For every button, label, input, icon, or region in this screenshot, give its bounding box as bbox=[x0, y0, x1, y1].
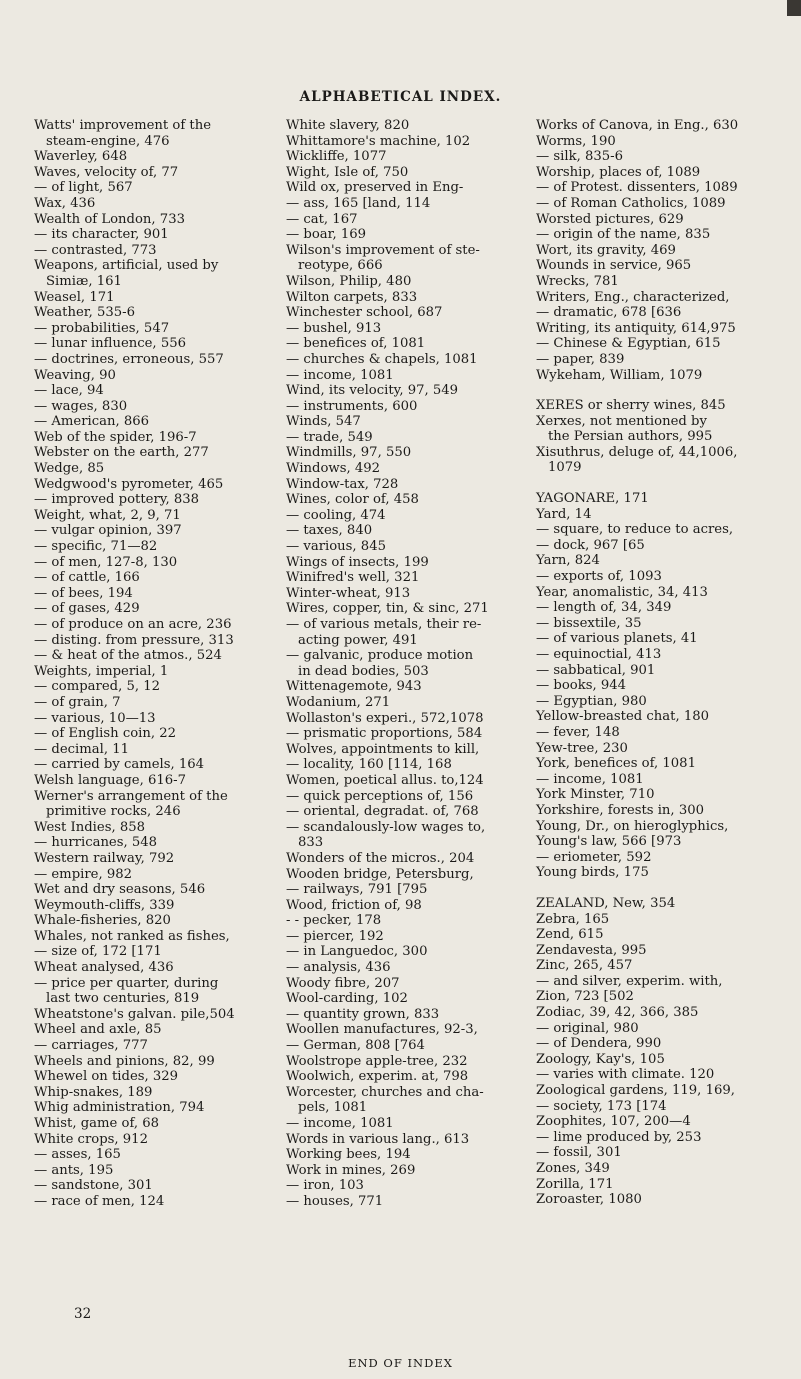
index-entry: Yard, 14 bbox=[536, 506, 592, 522]
index-entry: primitive rocks, 246 bbox=[46, 804, 181, 820]
index-entry: Wool-carding, 102 bbox=[286, 991, 408, 1007]
index-entry: — of gases, 429 bbox=[34, 601, 140, 617]
index-entry: Wilton carpets, 833 bbox=[286, 289, 418, 305]
index-entry: — race of men, 124 bbox=[34, 1193, 165, 1209]
index-entry: Wet and dry seasons, 546 bbox=[34, 882, 206, 898]
index-entry: Wheatstone's galvan. pile,504 bbox=[34, 1006, 235, 1022]
index-entry: Young birds, 175 bbox=[536, 865, 649, 881]
index-entry: — bushel, 913 bbox=[286, 320, 382, 336]
index-entry: — exports of, 1093 bbox=[536, 569, 662, 585]
index-entry: Wood, friction of, 98 bbox=[286, 897, 422, 913]
end-of-index-footer: END OF INDEX bbox=[348, 1356, 453, 1370]
index-entry: — galvanic, produce motion bbox=[286, 648, 474, 664]
index-entry: — fever, 148 bbox=[536, 724, 620, 740]
index-entry: Woolstrope apple-tree, 232 bbox=[286, 1053, 468, 1069]
index-entry: Zebra, 165 bbox=[536, 911, 610, 927]
index-entry: Wheat analysed, 436 bbox=[34, 960, 174, 976]
index-entry: — square, to reduce to acres, bbox=[536, 522, 734, 538]
index-entry: — varies with climate. 120 bbox=[536, 1067, 715, 1083]
index-entry: Zorilla, 171 bbox=[536, 1176, 614, 1192]
index-entry: Zoological gardens, 119, 169, bbox=[536, 1083, 735, 1099]
index-entry: Worms, 190 bbox=[536, 133, 616, 149]
index-entry: Wort, its gravity, 469 bbox=[536, 242, 676, 258]
index-entry: — of Protest. dissenters, 1089 bbox=[536, 180, 738, 196]
index-entry: Zoroaster, 1080 bbox=[536, 1192, 642, 1208]
index-entry: York, benefices of, 1081 bbox=[536, 756, 696, 772]
index-entry: Worship, places of, 1089 bbox=[536, 164, 701, 180]
index-entry: — in Languedoc, 300 bbox=[286, 944, 428, 960]
index-entry: — iron, 103 bbox=[286, 1178, 364, 1194]
index-entry: — of produce on an acre, 236 bbox=[34, 617, 232, 632]
index-entry: Simiæ, 161 bbox=[46, 273, 122, 289]
index-entry: Weasel, 171 bbox=[34, 289, 115, 305]
index-entry: — of bees, 194 bbox=[34, 585, 133, 601]
index-entry: Wedgwood's pyrometer, 465 bbox=[34, 476, 224, 492]
index-entry: — cooling, 474 bbox=[286, 507, 386, 523]
index-entry: — vulgar opinion, 397 bbox=[34, 523, 182, 539]
index-entry: Wires, copper, tin, & sinc, 271 bbox=[286, 601, 489, 617]
index-entry: Weight, what, 2, 9, 71 bbox=[34, 507, 181, 523]
index-entry: — specific, 71—82 bbox=[34, 539, 158, 555]
index-entry: — analysis, 436 bbox=[286, 960, 391, 976]
index-entry: — of various planets, 41 bbox=[536, 631, 698, 647]
index-entry: ZEALAND, New, 354 bbox=[536, 895, 676, 911]
index-entry: — trade, 549 bbox=[286, 429, 373, 445]
index-entry: — quick perceptions of, 156 bbox=[286, 788, 474, 804]
index-entry: — and silver, experim. with, bbox=[536, 973, 723, 989]
index-entry: Wings of insects, 199 bbox=[286, 554, 429, 570]
index-entry: — of grain, 7 bbox=[34, 694, 121, 710]
index-entry: Young's law, 566 [973 bbox=[536, 834, 682, 850]
index-entry: Women, poetical allus. to,124 bbox=[286, 772, 484, 788]
index-entry: — hurricanes, 548 bbox=[34, 835, 158, 851]
index-entry: Whale-fisheries, 820 bbox=[34, 913, 171, 929]
index-entry: — dock, 967 [65 bbox=[536, 537, 645, 553]
index-entry: — Egyptian, 980 bbox=[536, 693, 647, 709]
index-entry: — compared, 5, 12 bbox=[34, 679, 161, 695]
index-entry: Yorkshire, forests in, 300 bbox=[536, 802, 704, 818]
index-entry: Wooden bridge, Petersburg, bbox=[286, 866, 474, 882]
index-entry: Winchester school, 687 bbox=[286, 305, 443, 321]
index-entry: acting power, 491 bbox=[298, 632, 418, 648]
index-entry: — of Roman Catholics, 1089 bbox=[536, 195, 726, 211]
index-entry: — improved pottery, 838 bbox=[34, 492, 200, 508]
index-column-2 bbox=[286, 118, 536, 1210]
index-entry: Weaving, 90 bbox=[34, 367, 116, 383]
index-entry: — equinoctial, 413 bbox=[536, 647, 662, 662]
running-header: ALPHABETICAL INDEX. bbox=[299, 89, 502, 105]
index-entry: — of English coin, 22 bbox=[34, 726, 177, 742]
index-entry: Windows, 492 bbox=[286, 461, 381, 477]
index-entry: — sandstone, 301 bbox=[34, 1178, 153, 1194]
index-entry: — ants, 195 bbox=[34, 1162, 114, 1178]
index-entry: — scandalously-low wages to, bbox=[286, 819, 486, 835]
index-entry: Zendavesta, 995 bbox=[536, 942, 647, 958]
index-entry: Wheels and pinions, 82, 99 bbox=[34, 1053, 215, 1069]
index-entry: Zion, 723 [502 bbox=[536, 989, 634, 1005]
index-entry: Worsted pictures, 629 bbox=[536, 211, 684, 227]
index-entry: Zinc, 265, 457 bbox=[536, 958, 633, 974]
index-entry: — paper, 839 bbox=[536, 351, 625, 367]
index-entry: — lunar influence, 556 bbox=[34, 336, 186, 352]
index-entry: Whip-snakes, 189 bbox=[34, 1084, 153, 1100]
index-entry: reotype, 666 bbox=[298, 258, 383, 274]
index-entry: Waves, velocity of, 77 bbox=[34, 164, 179, 180]
index-entry: — of Dendera, 990 bbox=[536, 1036, 662, 1052]
index-entry: Wind, its velocity, 97, 549 bbox=[286, 383, 459, 399]
index-entry: Yew-tree, 230 bbox=[536, 740, 628, 756]
index-entry: — asses, 165 bbox=[34, 1147, 121, 1163]
index-entry: — length of, 34, 349 bbox=[536, 600, 672, 616]
index-entry: — ass, 165 [land, 114 bbox=[286, 195, 431, 211]
index-entry: — its character, 901 bbox=[34, 227, 169, 243]
index-entry: Whig administration, 794 bbox=[34, 1100, 205, 1116]
index-entry: Web of the spider, 196-7 bbox=[34, 429, 197, 445]
index-entry: Works of Canova, in Eng., 630 bbox=[536, 118, 739, 133]
index-entry: — contrasted, 773 bbox=[34, 242, 157, 258]
index-entry: Whewel on tides, 329 bbox=[34, 1069, 179, 1085]
index-entry: Weather, 535-6 bbox=[34, 305, 135, 321]
index-entry: YAGONARE, 171 bbox=[536, 491, 649, 507]
index-entry: — quantity grown, 833 bbox=[286, 1006, 440, 1022]
index-entry: Woollen manufactures, 92-3, bbox=[286, 1022, 478, 1038]
index-entry: Woody fibre, 207 bbox=[286, 975, 400, 991]
index-entry: Wodanium, 271 bbox=[286, 694, 391, 710]
index-entry: — various, 10—13 bbox=[34, 710, 156, 726]
index-entry: Writers, Eng., characterized, bbox=[536, 289, 730, 305]
index-entry: Zoology, Kay's, 105 bbox=[536, 1051, 665, 1067]
index-entry: — cat, 167 bbox=[286, 211, 358, 227]
index-entry: Wealth of London, 733 bbox=[34, 211, 185, 227]
index-entry: — doctrines, erroneous, 557 bbox=[34, 351, 224, 367]
index-entry: — empire, 982 bbox=[34, 866, 133, 882]
index-entry: — locality, 160 [114, 168 bbox=[286, 757, 452, 773]
index-entry: — railways, 791 [795 bbox=[286, 882, 428, 898]
index-entry: White crops, 912 bbox=[34, 1131, 148, 1147]
index-entry: Window-tax, 728 bbox=[286, 476, 399, 492]
index-entry: Zones, 349 bbox=[536, 1161, 610, 1176]
index-entry: Whales, not ranked as fishes, bbox=[34, 928, 230, 944]
index-entry: — carried by camels, 164 bbox=[34, 757, 205, 773]
index-entry: — German, 808 [764 bbox=[286, 1038, 425, 1054]
index-entry: — of cattle, 166 bbox=[34, 570, 140, 586]
index-entry: — income, 1081 bbox=[286, 1116, 394, 1131]
index-entry: — decimal, 11 bbox=[34, 741, 129, 757]
index-entry: — various, 845 bbox=[286, 539, 386, 555]
index-entry: — & heat of the atmos., 524 bbox=[34, 648, 222, 664]
index-entry: Xerxes, not mentioned by bbox=[536, 413, 707, 429]
index-entry: Wilson's improvement of ste- bbox=[286, 242, 480, 258]
index-entry: — bissextile, 35 bbox=[536, 615, 642, 631]
index-entry: in dead bodies, 503 bbox=[298, 663, 429, 679]
index-entry: — silk, 835-6 bbox=[536, 149, 623, 165]
index-entry: — benefices of, 1081 bbox=[286, 336, 426, 352]
index-entry: - - pecker, 178 bbox=[286, 913, 382, 929]
index-entry: — Chinese & Egyptian, 615 bbox=[536, 336, 721, 352]
index-entry: Work in mines, 269 bbox=[286, 1162, 416, 1178]
index-entry: Writing, its antiquity, 614,975 bbox=[536, 320, 736, 336]
index-entry: — carriages, 777 bbox=[34, 1038, 148, 1054]
index-entry: — eriometer, 592 bbox=[536, 849, 652, 865]
index-entry: Weymouth-cliffs, 339 bbox=[34, 897, 175, 913]
index-entry: — original, 980 bbox=[536, 1020, 639, 1036]
index-entry: Windmills, 97, 550 bbox=[286, 445, 412, 461]
index-entry: York Minster, 710 bbox=[536, 787, 655, 803]
index-entry: — disting. from pressure, 313 bbox=[34, 632, 234, 648]
index-entry: Young, Dr., on hieroglyphics, bbox=[536, 818, 729, 834]
index-column-1 bbox=[34, 118, 284, 1210]
index-entry: — prismatic proportions, 584 bbox=[286, 726, 483, 742]
index-entry: — houses, 771 bbox=[286, 1193, 384, 1209]
index-entry: — of light, 567 bbox=[34, 180, 133, 196]
index-entry: — taxes, 840 bbox=[286, 523, 373, 539]
index-entry: Weapons, artificial, used by bbox=[34, 258, 219, 274]
index-entry: — books, 944 bbox=[536, 678, 627, 694]
index-entry: Zoophites, 107, 200—4 bbox=[536, 1114, 691, 1130]
index-entry: — of men, 127-8, 130 bbox=[34, 554, 178, 570]
index-entry: 833 bbox=[298, 835, 324, 851]
index-entry: — lace, 94 bbox=[34, 383, 104, 399]
index-entry: Zend, 615 bbox=[536, 927, 604, 943]
index-entry: Winifred's well, 321 bbox=[286, 570, 420, 586]
index-entry: XERES or sherry wines, 845 bbox=[536, 398, 726, 414]
index-entry: Wykeham, William, 1079 bbox=[536, 367, 703, 383]
index-entry: 1079 bbox=[548, 460, 582, 476]
index-entry: Wheel and axle, 85 bbox=[34, 1022, 162, 1038]
index-entry: Wickliffe, 1077 bbox=[286, 149, 387, 165]
index-entry: Weights, imperial, 1 bbox=[34, 663, 169, 679]
index-entry: Werner's arrangement of the bbox=[34, 788, 228, 804]
index-entry: — origin of the name, 835 bbox=[536, 227, 711, 243]
index-entry: — churches & chapels, 1081 bbox=[286, 351, 478, 367]
index-entry: West Indies, 858 bbox=[34, 819, 146, 835]
index-entry: Woolwich, experim. at, 798 bbox=[286, 1069, 469, 1085]
index-entry: Wounds in service, 965 bbox=[536, 258, 692, 274]
index-column-3 bbox=[536, 118, 786, 1208]
index-entry: — price per quarter, during bbox=[34, 975, 219, 991]
index-entry: — income, 1081 bbox=[286, 367, 394, 383]
index-entry: Western railway, 792 bbox=[34, 850, 175, 866]
index-entry: Working bees, 194 bbox=[286, 1147, 411, 1163]
index-entry: — society, 173 [174 bbox=[536, 1098, 667, 1114]
page-corner-mark bbox=[787, 0, 801, 16]
index-entry: pels, 1081 bbox=[298, 1100, 368, 1116]
index-entry: — sabbatical, 901 bbox=[536, 662, 656, 678]
index-entry: Worcester, churches and cha- bbox=[286, 1084, 484, 1100]
index-entry: — oriental, degradat. of, 768 bbox=[286, 804, 479, 820]
index-entry: — boar, 169 bbox=[286, 227, 367, 243]
index-entry: Wonders of the micros., 204 bbox=[286, 850, 475, 866]
index-entry: Wedge, 85 bbox=[34, 461, 105, 477]
index-entry: Winter-wheat, 913 bbox=[286, 585, 411, 601]
index-entry: steam-engine, 476 bbox=[46, 133, 170, 149]
index-entry: Wilson, Philip, 480 bbox=[286, 273, 412, 289]
index-entry: — lime produced by, 253 bbox=[536, 1129, 702, 1145]
index-entry: — piercer, 192 bbox=[286, 928, 384, 944]
index-entry: Waverley, 648 bbox=[34, 149, 128, 165]
index-entry: — dramatic, 678 [636 bbox=[536, 305, 682, 321]
index-entry: Words in various lang., 613 bbox=[286, 1131, 470, 1147]
index-entry: Yellow-breasted chat, 180 bbox=[536, 709, 709, 725]
index-entry: Wollaston's experi., 572,1078 bbox=[286, 710, 484, 726]
index-entry: — American, 866 bbox=[34, 414, 150, 430]
index-entry: Wolves, appointments to kill, bbox=[286, 741, 480, 757]
index-entry: Wild ox, preserved in Eng- bbox=[286, 180, 464, 196]
index-entry: Wrecks, 781 bbox=[536, 273, 619, 289]
index-entry: Zodiac, 39, 42, 366, 385 bbox=[536, 1005, 699, 1021]
index-entry: Year, anomalistic, 34, 413 bbox=[536, 584, 708, 600]
index-entry: Winds, 547 bbox=[286, 414, 361, 430]
index-entry: Watts' improvement of the bbox=[34, 118, 212, 133]
page-folio: 32 bbox=[74, 1306, 92, 1322]
index-entry: Wittenagemote, 943 bbox=[286, 679, 422, 695]
index-entry: — probabilities, 547 bbox=[34, 320, 170, 336]
index-entry: — income, 1081 bbox=[536, 771, 644, 787]
index-entry: last two centuries, 819 bbox=[46, 991, 200, 1007]
index-entry: the Persian authors, 995 bbox=[548, 429, 713, 445]
index-entry: Webster on the earth, 277 bbox=[34, 445, 209, 461]
index-entry: — wages, 830 bbox=[34, 398, 128, 414]
index-entry: Yarn, 824 bbox=[536, 553, 600, 569]
index-entry: White slavery, 820 bbox=[286, 118, 410, 133]
index-entry: — size of, 172 [171 bbox=[34, 944, 162, 960]
index-entry: Xisuthrus, deluge of, 44,1006, bbox=[536, 444, 738, 460]
index-entry: Wax, 436 bbox=[34, 195, 96, 211]
index-entry: Whittamore's machine, 102 bbox=[286, 133, 471, 149]
index-entry: Wight, Isle of, 750 bbox=[286, 164, 409, 180]
index-entry: Welsh language, 616-7 bbox=[34, 772, 186, 788]
index-entry: Whist, game of, 68 bbox=[34, 1116, 160, 1131]
index-entry: — instruments, 600 bbox=[286, 398, 418, 414]
index-entry: Wines, color of, 458 bbox=[286, 492, 419, 508]
index-entry: — fossil, 301 bbox=[536, 1145, 622, 1161]
index-entry: — of various metals, their re- bbox=[286, 617, 482, 632]
